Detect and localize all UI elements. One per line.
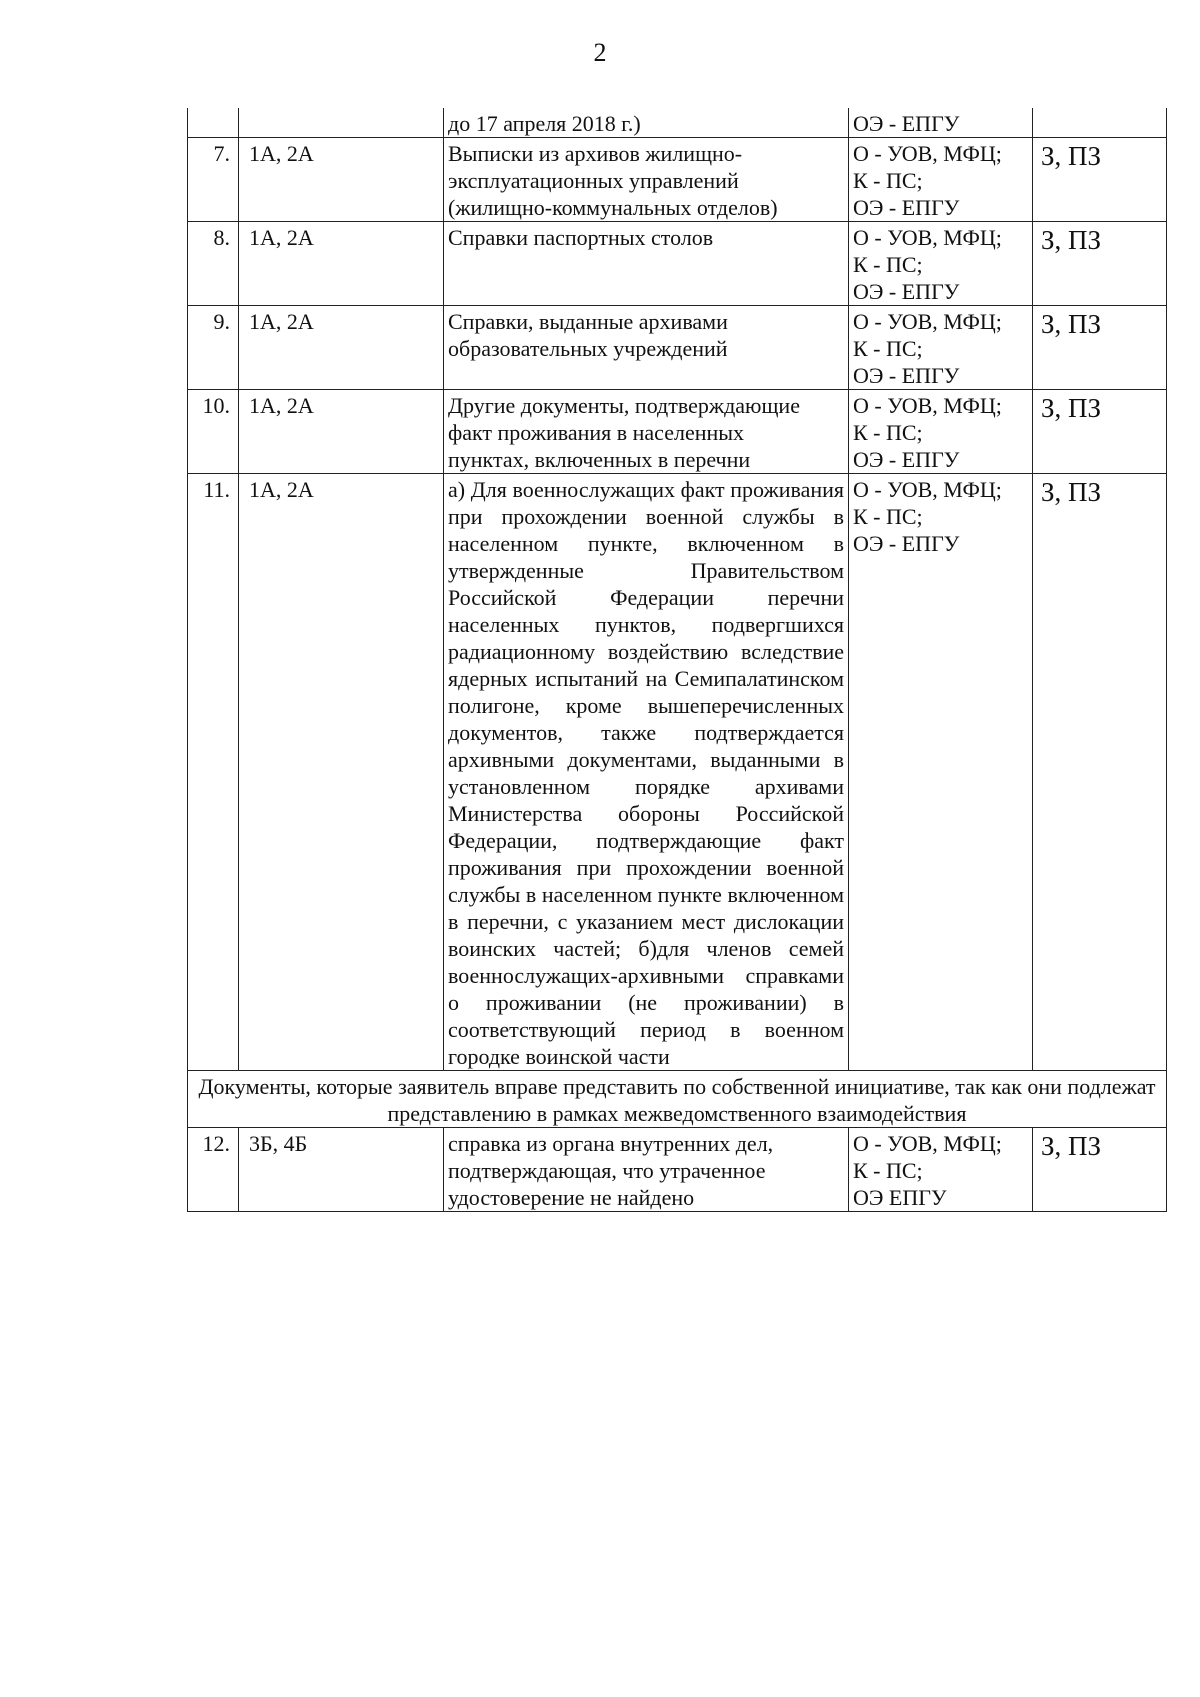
description-line: факт проживания в населенных [448,420,745,445]
description-line: Выписки из архивов жилищно- [448,141,743,166]
row-submission-method [849,108,1033,138]
row-code: 1А, 2А [239,138,444,222]
row-result: З, ПЗ [1033,306,1167,390]
row-number: 8. [188,222,239,306]
row-code [239,108,444,138]
row-code: 1А, 2А [239,390,444,474]
row-result: З, ПЗ [1033,390,1167,474]
row-submission-method [849,306,1033,390]
submission-line: О - УОВ, МФЦ; [853,309,1002,334]
row-code: 1А, 2А [239,306,444,390]
table-row [188,306,1167,390]
row-description [444,222,849,306]
row-result: З, ПЗ [1033,138,1167,222]
row-result: З, ПЗ [1033,1128,1167,1212]
row-number: 12. [188,1128,239,1212]
submission-line: О - УОВ, МФЦ; [853,393,1002,418]
row-submission-method [849,1128,1033,1212]
submission-line: К - ПС; [853,168,923,193]
row-submission-method [849,138,1033,222]
description-line: Другие документы, подтверждающие [448,393,800,418]
submission-line: О - УОВ, МФЦ; [853,225,1002,250]
table-row [188,474,1167,1071]
description-line: эксплуатационных управлений [448,168,739,193]
submission-line: К - ПС; [853,1158,923,1183]
row-description [444,138,849,222]
row-number [188,108,239,138]
row-code: 1А, 2А [239,222,444,306]
description-line: образовательных учреждений [448,336,728,361]
section-heading: Документы, которые заявитель вправе представить по собственной инициативе, так как они подлежат представлению в рамках межведомственного взаимодействия [188,1071,1167,1128]
row-description: а) Для военнослужащих факт проживания при прохождении военной службы в населенном пункте, включенном в утвержденные Правительством Российской Федерации перечни населенных пунктов, подвергшихся радиационному воздействию вследствие ядерных испытаний на Семипалатинском полигоне, кроме вышеперечисленных документов, также подтверждается архивными документами, выданными в установленном порядке архивами Министерства обороны Российской Федерации, подтверждающие факт проживания при прохождении военной службы в населенном пункте включенном в перечни, с указанием мест дислокации воинских частей; б)для членов семей военнослужащих-архивными справками о проживании (не проживании) в соответствующий период в военном городке воинской части [444,474,849,1071]
submission-line: ОЭ - ЕПГУ [853,195,960,220]
row-description [444,108,849,138]
submission-line: О - УОВ, МФЦ; [853,141,1002,166]
documents-table [187,108,1167,1212]
submission-line: К - ПС; [853,336,923,361]
page-number: 2 [593,38,607,67]
row-result [1033,108,1167,138]
submission-line: ОЭ ЕПГУ [853,1185,947,1210]
row-number: 10. [188,390,239,474]
description-line: удостоверение не найдено [448,1185,695,1210]
description-line: (жилищно-коммунальных отделов) [448,195,778,220]
row-submission-method [849,390,1033,474]
submission-line: О - УОВ, МФЦ; [853,477,1002,502]
description-line: Справки, выданные архивами [448,309,728,334]
table-row [188,390,1167,474]
submission-line: К - ПС; [853,252,923,277]
table-body-row-11 [188,474,1167,1212]
row-result: З, ПЗ [1033,222,1167,306]
submission-line: ОЭ - ЕПГУ [853,447,960,472]
row-description [444,306,849,390]
description-line: подтверждающая, что утраченное [448,1158,766,1183]
submission-line: К - ПС; [853,420,923,445]
row-result: З, ПЗ [1033,474,1167,1071]
section-heading-row [188,1071,1167,1128]
description-line: Справки паспортных столов [448,225,714,250]
row-description [444,390,849,474]
submission-line: ОЭ - ЕПГУ [853,111,960,136]
description-line: справка из органа внутренних дел, [448,1131,774,1156]
row-submission-method [849,474,1033,1071]
row-submission-method [849,222,1033,306]
submission-line: К - ПС; [853,504,923,529]
row-number: 11. [188,474,239,1071]
row-code: 1А, 2А [239,474,444,1071]
row-description [444,1128,849,1212]
table-row [188,222,1167,306]
description-line: пунктах, включенных в перечни [448,447,751,472]
row-number: 7. [188,138,239,222]
row-number: 9. [188,306,239,390]
table-body-top [188,108,1167,474]
table-row [188,138,1167,222]
submission-line: О - УОВ, МФЦ; [853,1131,1002,1156]
description-line: до 17 апреля 2018 г.) [448,111,641,136]
submission-line: ОЭ - ЕПГУ [853,531,960,556]
row-code: 3Б, 4Б [239,1128,444,1212]
submission-line: ОЭ - ЕПГУ [853,279,960,304]
submission-line: ОЭ - ЕПГУ [853,363,960,388]
table-row [188,1128,1167,1212]
table-row [188,108,1167,138]
